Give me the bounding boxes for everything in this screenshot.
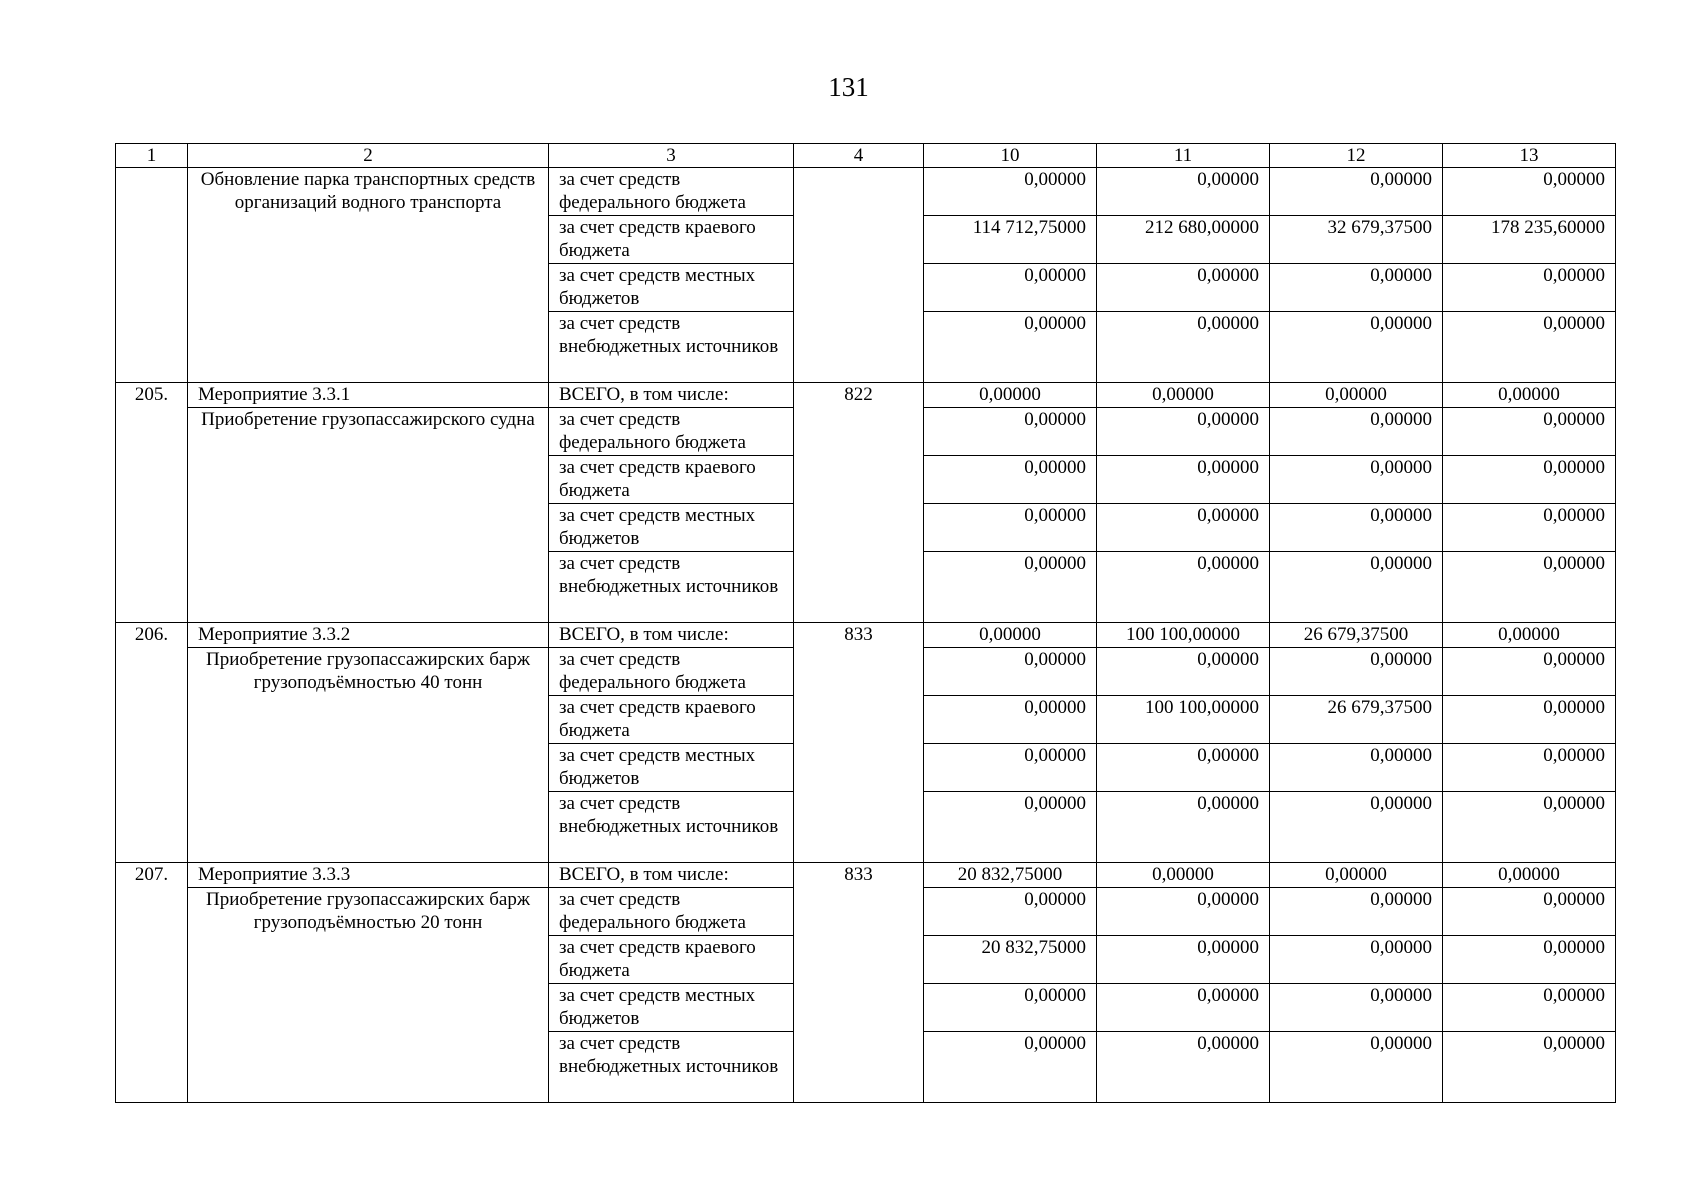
value-cell: 0,00000 bbox=[1443, 456, 1616, 504]
value-cell: 0,00000 bbox=[1097, 984, 1270, 1032]
total-value-cell: 20 832,75000 bbox=[924, 863, 1097, 888]
value-cell: 0,00000 bbox=[1270, 1032, 1443, 1103]
value-cell: 0,00000 bbox=[1270, 888, 1443, 936]
value-cell: 178 235,60000 bbox=[1443, 216, 1616, 264]
value-cell: 0,00000 bbox=[1270, 984, 1443, 1032]
value-cell: 0,00000 bbox=[924, 504, 1097, 552]
funding-source-label: за счет средств внебюджетных источников bbox=[549, 792, 794, 863]
value-cell: 0,00000 bbox=[1270, 744, 1443, 792]
budget-code: 833 bbox=[794, 863, 924, 1103]
funding-source-label: за счет средств краевого бюджета bbox=[549, 456, 794, 504]
funding-source-label: за счет средств местных бюджетов bbox=[549, 264, 794, 312]
header-cell: 11 bbox=[1097, 144, 1270, 168]
total-value-cell: 0,00000 bbox=[924, 623, 1097, 648]
value-cell: 0,00000 bbox=[924, 168, 1097, 216]
value-cell: 0,00000 bbox=[924, 696, 1097, 744]
value-cell: 0,00000 bbox=[1270, 504, 1443, 552]
value-cell: 0,00000 bbox=[1443, 408, 1616, 456]
measure-label: Мероприятие 3.3.1 bbox=[188, 383, 549, 408]
value-cell: 26 679,37500 bbox=[1270, 696, 1443, 744]
value-cell: 20 832,75000 bbox=[924, 936, 1097, 984]
budget-code: 833 bbox=[794, 623, 924, 863]
measure-name: Обновление парка транспортных средств организаций водного транспорта bbox=[188, 168, 549, 383]
value-cell: 0,00000 bbox=[1443, 168, 1616, 216]
total-value-cell: 0,00000 bbox=[1097, 383, 1270, 408]
total-value-cell: 26 679,37500 bbox=[1270, 623, 1443, 648]
value-cell: 0,00000 bbox=[1097, 264, 1270, 312]
value-cell: 0,00000 bbox=[1443, 936, 1616, 984]
value-cell: 0,00000 bbox=[1443, 792, 1616, 863]
value-cell: 0,00000 bbox=[1097, 744, 1270, 792]
row-index: 207. bbox=[116, 863, 188, 1103]
value-cell: 0,00000 bbox=[1097, 504, 1270, 552]
header-cell: 12 bbox=[1270, 144, 1443, 168]
funding-source-label: за счет средств внебюджетных источников bbox=[549, 552, 794, 623]
funding-source-label: за счет средств краевого бюджета bbox=[549, 216, 794, 264]
row-index: 206. bbox=[116, 623, 188, 863]
value-cell: 0,00000 bbox=[1270, 648, 1443, 696]
value-cell: 0,00000 bbox=[924, 888, 1097, 936]
value-cell: 0,00000 bbox=[1270, 168, 1443, 216]
total-value-cell: 0,00000 bbox=[1443, 623, 1616, 648]
value-cell: 0,00000 bbox=[1443, 1032, 1616, 1103]
measure-total-row bbox=[116, 623, 1616, 648]
value-cell: 0,00000 bbox=[924, 744, 1097, 792]
value-cell: 114 712,75000 bbox=[924, 216, 1097, 264]
value-cell: 0,00000 bbox=[1443, 984, 1616, 1032]
measure-name: Приобретение грузопассажирского судна bbox=[188, 408, 549, 623]
value-cell: 0,00000 bbox=[1270, 936, 1443, 984]
header-cell: 13 bbox=[1443, 144, 1616, 168]
value-cell: 0,00000 bbox=[1097, 456, 1270, 504]
value-cell: 0,00000 bbox=[924, 1032, 1097, 1103]
value-cell: 0,00000 bbox=[1097, 168, 1270, 216]
value-cell: 0,00000 bbox=[1097, 1032, 1270, 1103]
value-cell: 0,00000 bbox=[1097, 936, 1270, 984]
total-value-cell: 0,00000 bbox=[1270, 383, 1443, 408]
header-cell: 4 bbox=[794, 144, 924, 168]
total-value-cell: 0,00000 bbox=[1097, 863, 1270, 888]
measure-total-row bbox=[116, 863, 1616, 888]
measure-label: Мероприятие 3.3.3 bbox=[188, 863, 549, 888]
budget-table bbox=[115, 143, 1616, 1103]
measure-label: Мероприятие 3.3.2 bbox=[188, 623, 549, 648]
total-value-cell: 100 100,00000 bbox=[1097, 623, 1270, 648]
value-cell: 0,00000 bbox=[1443, 648, 1616, 696]
funding-source-label: за счет средств краевого бюджета bbox=[549, 936, 794, 984]
total-value-cell: 0,00000 bbox=[1443, 383, 1616, 408]
value-cell: 0,00000 bbox=[924, 312, 1097, 383]
funding-source-label: за счет средств федерального бюджета bbox=[549, 168, 794, 216]
value-cell: 0,00000 bbox=[1443, 744, 1616, 792]
value-cell: 0,00000 bbox=[1443, 264, 1616, 312]
value-cell: 0,00000 bbox=[924, 456, 1097, 504]
value-cell: 0,00000 bbox=[1097, 792, 1270, 863]
value-cell: 0,00000 bbox=[1270, 552, 1443, 623]
funding-source-label: за счет средств краевого бюджета bbox=[549, 696, 794, 744]
value-cell: 0,00000 bbox=[1097, 552, 1270, 623]
index-cell bbox=[116, 168, 188, 383]
funding-source-label: за счет средств внебюджетных источников bbox=[549, 312, 794, 383]
total-value-cell: 0,00000 bbox=[924, 383, 1097, 408]
value-cell: 0,00000 bbox=[1270, 792, 1443, 863]
value-cell: 0,00000 bbox=[1443, 504, 1616, 552]
funding-source-label: за счет средств местных бюджетов bbox=[549, 504, 794, 552]
value-cell: 0,00000 bbox=[924, 408, 1097, 456]
value-cell: 0,00000 bbox=[1270, 312, 1443, 383]
measure-name: Приобретение грузопассажирских барж грузоподъёмностью 20 тонн bbox=[188, 888, 549, 1103]
value-cell: 0,00000 bbox=[1097, 312, 1270, 383]
funding-source-label: за счет средств местных бюджетов bbox=[549, 744, 794, 792]
value-cell: 0,00000 bbox=[1270, 408, 1443, 456]
value-cell: 0,00000 bbox=[924, 984, 1097, 1032]
measure-total-row bbox=[116, 383, 1616, 408]
funding-source-label: за счет средств местных бюджетов bbox=[549, 984, 794, 1032]
funding-source-label: за счет средств федерального бюджета bbox=[549, 888, 794, 936]
total-label: ВСЕГО, в том числе: bbox=[549, 863, 794, 888]
header-cell: 3 bbox=[549, 144, 794, 168]
table-row bbox=[116, 168, 1616, 216]
page-number: 131 bbox=[828, 72, 869, 102]
funding-source-label: за счет средств внебюджетных источников bbox=[549, 1032, 794, 1103]
value-cell: 0,00000 bbox=[924, 264, 1097, 312]
budget-code: 822 bbox=[794, 383, 924, 623]
total-label: ВСЕГО, в том числе: bbox=[549, 623, 794, 648]
code-cell bbox=[794, 168, 924, 383]
value-cell: 0,00000 bbox=[1270, 456, 1443, 504]
measure-name: Приобретение грузопассажирских барж грузоподъёмностью 40 тонн bbox=[188, 648, 549, 863]
total-value-cell: 0,00000 bbox=[1443, 863, 1616, 888]
value-cell: 0,00000 bbox=[1097, 648, 1270, 696]
value-cell: 0,00000 bbox=[1097, 408, 1270, 456]
value-cell: 0,00000 bbox=[1443, 552, 1616, 623]
value-cell: 0,00000 bbox=[1443, 312, 1616, 383]
value-cell: 0,00000 bbox=[924, 552, 1097, 623]
value-cell: 0,00000 bbox=[924, 792, 1097, 863]
total-value-cell: 0,00000 bbox=[1270, 863, 1443, 888]
header-cell: 10 bbox=[924, 144, 1097, 168]
header-cell: 2 bbox=[188, 144, 549, 168]
value-cell: 0,00000 bbox=[1443, 888, 1616, 936]
total-label: ВСЕГО, в том числе: bbox=[549, 383, 794, 408]
header-cell: 1 bbox=[116, 144, 188, 168]
column-number-header-row bbox=[116, 144, 1616, 168]
row-index: 205. bbox=[116, 383, 188, 623]
value-cell: 0,00000 bbox=[1097, 888, 1270, 936]
value-cell: 0,00000 bbox=[1270, 264, 1443, 312]
funding-source-label: за счет средств федерального бюджета bbox=[549, 648, 794, 696]
value-cell: 0,00000 bbox=[924, 648, 1097, 696]
value-cell: 32 679,37500 bbox=[1270, 216, 1443, 264]
value-cell: 0,00000 bbox=[1443, 696, 1616, 744]
funding-source-label: за счет средств федерального бюджета bbox=[549, 408, 794, 456]
value-cell: 212 680,00000 bbox=[1097, 216, 1270, 264]
value-cell: 100 100,00000 bbox=[1097, 696, 1270, 744]
